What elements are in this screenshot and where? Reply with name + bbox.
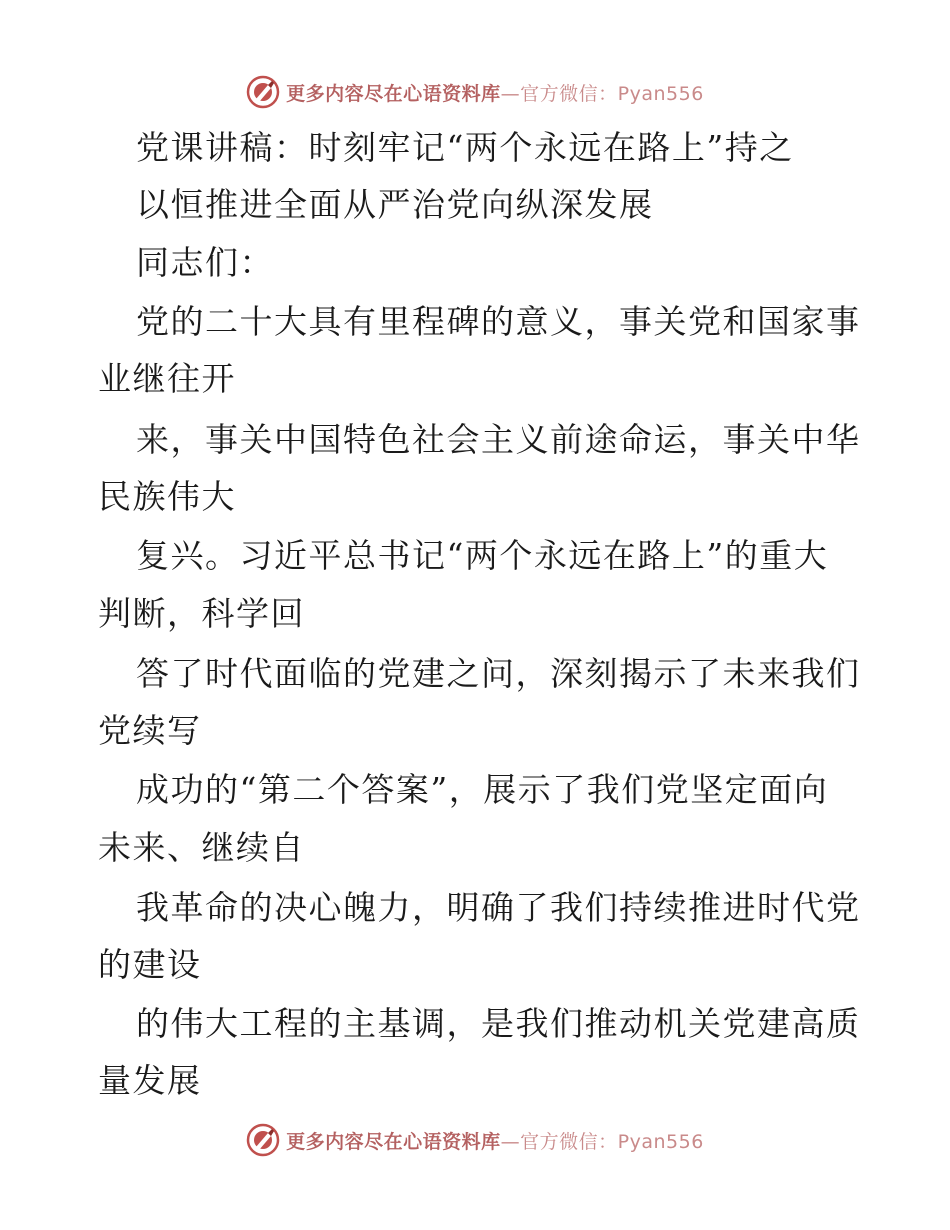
footer-watermark xyxy=(0,1120,950,1160)
paragraph-line: 的伟大工程的主基调，是我们推动机关党建高质 xyxy=(136,1004,861,1043)
header-watermark xyxy=(0,72,950,112)
paragraph-line: 党的二十大具有里程碑的意义，事关党和国家事 xyxy=(136,302,861,341)
watermark-text: 更多内容尽在心语资料库—官方微信：Pyan556 xyxy=(286,1130,704,1153)
document-title-line-2: 以恒推进全面从严治党向纵深发展 xyxy=(136,185,654,224)
paragraph-line: 的建设 xyxy=(98,945,202,984)
seal-logo-icon xyxy=(246,75,280,109)
paragraph-line: 来，事关中国特色社会主义前途命运，事关中华 xyxy=(136,420,861,459)
paragraph-line: 答了时代面临的党建之问，深刻揭示了未来我们 xyxy=(136,654,861,693)
paragraph-line: 成功的“第二个答案”，展示了我们党坚定面向 xyxy=(136,770,829,809)
paragraph-line: 未来、继续自 xyxy=(98,828,305,867)
paragraph-line: 业继往开 xyxy=(98,359,236,398)
paragraph-line: 复兴。习近平总书记“两个永远在路上”的重大 xyxy=(136,536,829,575)
salutation: 同志们： xyxy=(136,243,274,282)
paragraph-line: 党续写 xyxy=(98,711,202,750)
document-title-line-1: 党课讲稿：时刻牢记“两个永远在路上”持之 xyxy=(136,128,794,167)
paragraph-line: 我革命的决心魄力，明确了我们持续推进时代党 xyxy=(136,888,861,927)
paragraph-line: 判断，科学回 xyxy=(98,594,305,633)
paragraph-line: 量发展 xyxy=(98,1061,202,1100)
watermark-text: 更多内容尽在心语资料库—官方微信：Pyan556 xyxy=(286,82,704,105)
seal-logo-icon xyxy=(246,1123,280,1157)
paragraph-line: 民族伟大 xyxy=(98,477,236,516)
